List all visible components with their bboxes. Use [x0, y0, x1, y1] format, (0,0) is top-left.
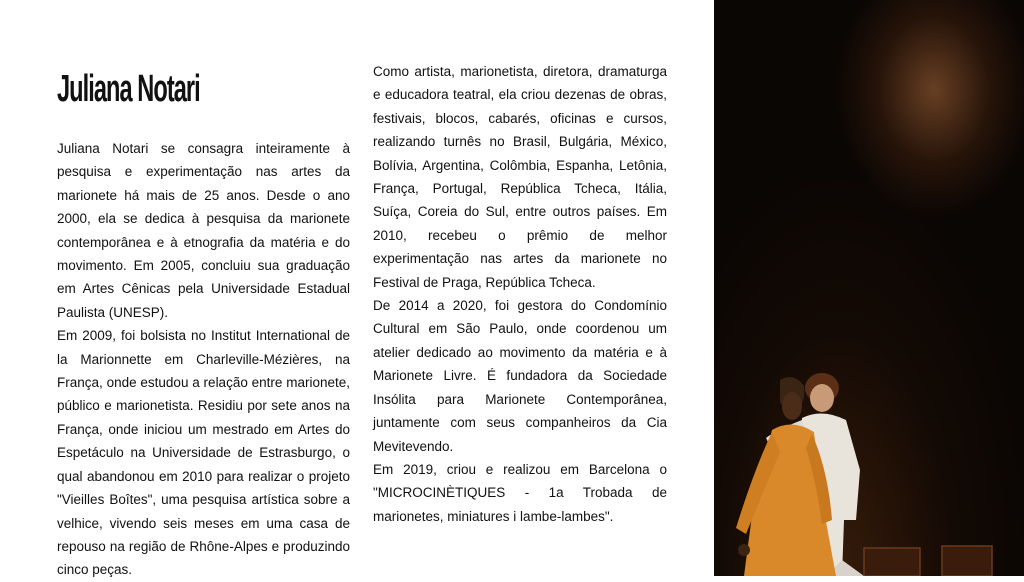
- right-text-column: [373, 60, 667, 528]
- paragraph: Em 2009, foi bolsista no Institut International de la Marionnette em Charleville-Mézières, na França, onde estudou a relação entre marionete, público e marionetista. Residiu por sete anos na França, onde iniciou um mestrado em Artes do Espetáculo na Universidade de Estrasburgo, o qual abandonou em 2010 para realizar o projeto "Vieilles Boîtes", uma pesquisa artística sobre a velhice, vivendo seis meses em uma casa de repouso na região de Rhône-Alpes e produzindo cinco peças.: [57, 328, 350, 578]
- paragraph: Em 2019, criou e realizou em Barcelona o "MICROCINÈTIQUES - 1a Trobada de marionetes, miniatures i lambe-lambes".: [373, 461, 667, 524]
- performer-illustration: [714, 0, 1024, 576]
- stage-photo: [714, 0, 1024, 576]
- left-text-column: [57, 137, 350, 582]
- paragraph: Juliana Notari se consagra inteiramente à pesquisa e experimentação nas artes da marionete há mais de 25 anos. Desde o ano 2000, ela se dedica à pesquisa da marionete contemporânea e à etnografia da matéria e do movimento. Em 2005, concluiu sua graduação em Artes Cênicas pela Universidade Estadual Paulista (UNESP).: [57, 141, 350, 320]
- paragraph: Como artista, marionetista, diretora, dramaturga e educadora teatral, ela criou dezenas de obras, festivais, blocos, cabarés, oficinas e cursos, realizando turnês no Brasil, Bulgária, México, Bolívia, Argentina, Colômbia, Espanha, Letônia, França, Portugal, República Tcheca, Itália, Suíça, Coreia do Sul, entre outros países. Em 2010, recebeu o prêmio de melhor experimentação nas artes da marionete no Festival de Praga, República Tcheca.: [373, 64, 667, 290]
- prop-box: [942, 546, 992, 576]
- prop-box: [864, 548, 920, 576]
- paragraph: De 2014 a 2020, foi gestora do Condomínio Cultural em São Paulo, onde coordenou um atelier dedicado ao movimento da matéria e à Marionete Livre. É fundadora da Sociedade Insólita para Marionete Contemporânea, juntamente com seus companheiros da Cia Mevitevendo.: [373, 298, 667, 454]
- page-title: Juliana Notari: [57, 68, 200, 110]
